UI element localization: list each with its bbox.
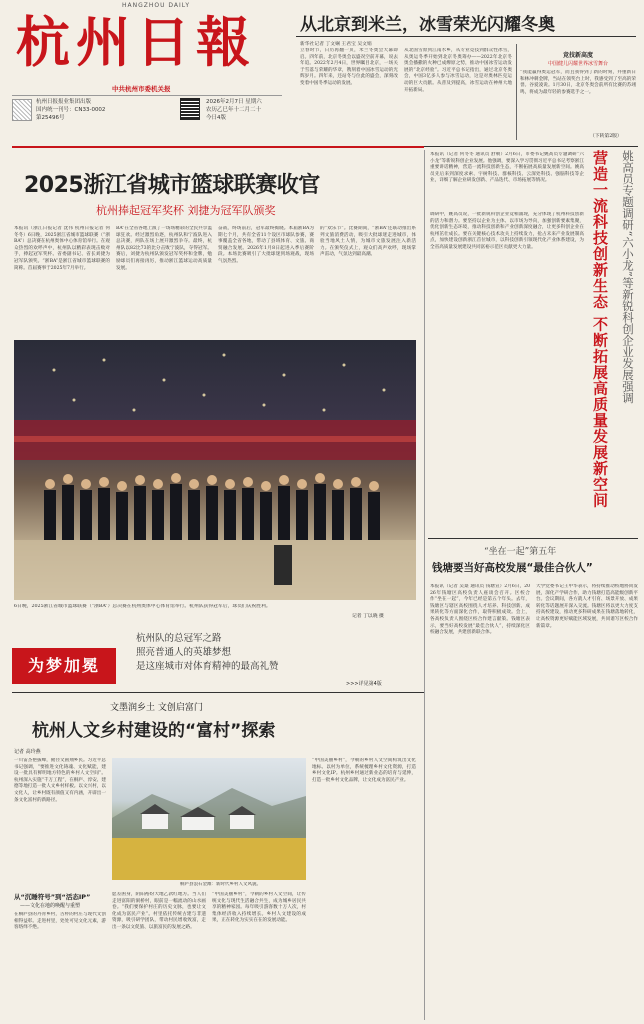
banner-line-3: 是这座城市对体育精神的最高礼赞 — [136, 661, 279, 672]
basketball-subhead: 杭州捧起冠军奖杯 刘捷为冠军队颁奖 — [96, 204, 276, 217]
culture-subhead-1b: ——文化在地的唤醒与重塑 — [20, 903, 81, 909]
village-photo — [112, 758, 306, 880]
school-col2: 大学党委书记王中华表示，将持续推动校地协同发展，深化产学研合作，助力钱塘打造高能级创新平台。会议期间，各方就人才引育、场景开放、成果转化等话题展开深入交流。钱塘区将以更大力度支持高校建设，推动更多科研成果在钱塘落地转化，让高校资源更好赋能区域发展，共同谱写区校合作新篇章。 — [536, 584, 638, 629]
edition-count: 今日4版 — [206, 115, 226, 121]
basketball-celebration-photo — [14, 340, 416, 600]
basketball-col1: 本报讯（浙江日报记者 沈伟 杭州日报记者 何冬冬）6日晚，2025浙江省城市篮球联赛（“浙BA”）总决赛在杭州奥体中心体育馆举行。在观众热烈的欢呼声中，杭州队以精彩表现击败对手，捧起冠军奖杯。省委副书记、省长刘捷为冠军队颁奖。“浙BA”是浙江省城市篮球联赛的简称。首届赛事于2025年7月举行。 — [14, 226, 110, 271]
school-col1: 本报讯（记者 吴桑 通讯员 钱塘宣）2月6日，2026年钱塘区高校负责人座谈会召开。区校合作“坐在一起”，今年已经是第五个年头。去年，钱塘区与辖区高校围绕人才培养、科技创新、成果转化等方面深化合作，取得积极成效。会上，各高校负责人围绕区校合作建言献策。钱塘区表示，要当好高校发展“最佳合伙人”，持续深化区校融合发展，共建创新联合体。 — [430, 584, 530, 636]
culture-col1b: 在桐庐县的丹青乡村，古朴的村庄与现代文创相得益彰。走进村里，处处可见文化元素，游客络绎不绝。 — [14, 912, 106, 931]
banner-line-1: 杭州队的总冠军之路 — [136, 633, 222, 644]
banner-line-2: 照亮普通人的英雄梦想 — [136, 647, 232, 658]
top-story-headline: 从北京到米兰，冰雪荣光闪耀冬奥 — [300, 15, 555, 35]
publisher-logo — [12, 99, 32, 121]
publisher: 杭州日报报业集团出版 — [36, 99, 92, 105]
banner-tag: 为梦加冕 — [12, 648, 116, 684]
basketball-col4: 的“欢乐节”。比赛期间，“浙BA”还联动推出系列文旅消费活动，吸引大批球迷走进城市，体验当地风土人情，为城市文旅发展注入新活力。在颁奖仪式上，观众们高声欢呼，现场掌声雷动，气氛达到最高潮。 — [320, 226, 416, 258]
issn: 国内统一刊号：CN33-0002 — [36, 107, 106, 113]
qr-code — [180, 98, 200, 120]
top-story-side-title: 竞技新高度 — [562, 52, 593, 59]
school-kicker: “坐在一起”第五年 — [484, 547, 557, 557]
culture-col1: 一川雷杰艳拔峰，俯径文圆翔乡民。习近平总书记强调，“要推进文化铸魂、文化赋能，建设一批具有鲜明地方特色的乡村人文空间”。杭州深入实施“千万工程”，在桐庐、淳安、建德等地打造一批人文乡村样板。以文兴村，以文化人，让乡村既有颜值又有内涵，开辟出一条文化富村的新路径。 — [14, 758, 106, 803]
culture-col2: 愿差困身，阴阳裕纷大地乙款红地方。当人们走进富阳的洞桥村，眼前是一幅流动的山水画卷。“我们要保护村庄的历史文脉，也要让文化成为富民产业”。村里依托传统古建与非遗资源，吸引研学团队，带动村民增收致富，走出一条以文促旅、以旅富民的发展之路。 — [112, 892, 206, 930]
culture-col4: “中国美丽乡村”，今朝的乡村人文空间构筑出文化地标。以村为单位，系统梳理乡村文化资源，打造乡村文化IP。杭州乡村通过新业态的培育与延伸，打造一批乡村文化品牌，让文化成为富民产业。 — [312, 758, 416, 783]
masthead-english: HANGZHOU DAILY — [122, 2, 190, 9]
school-headline: 钱塘要当好高校发展“最佳合伙人” — [432, 562, 593, 574]
masthead-sponsor: 中共杭州市委机关报 — [112, 85, 171, 93]
top-story-col2: 从北国雪原到江南水乡，从专业竞技到群众性冰雪，从奥运冬季开始到北京冬奥筹办——2022年北京冬奥会播撒的火种已成燎原之势，推动中国冰雪运动发展的“北京经验”。习近平总书记指出，通过北京冬奥会，中国3亿多人参与冰雪运动，这是对奥林匹克运动的巨大贡献。从普及到提高，冰雪运动在神州大地开拓新局。 — [404, 48, 512, 93]
top-story-col1: 立春时节，日历再翻一页，米兰冬奥会大幕即启。四年前，北京冬奥会以盛况空前开幕，说去年追。2022年2月4日，世界瞩目北京，一场关于雪落与荣耀的华章，镌刻着中国冰雪运动的光辉岁月。四年来，还站冬与位此的盛会，深刻改变着中国冬季运动的发展。 — [300, 48, 398, 86]
culture-headline: 杭州人文乡村建设的“富村”探索 — [32, 721, 276, 741]
top-story-side-subtitle: 中国健儿闪耀世界冰雪舞台 — [547, 61, 608, 67]
basketball-col2: BA”在全省各地上演了一场场精彩的全民共享篮球狂欢。经过激烈角逐，杭州队和宁波队进入总决赛，两队在场上展开激烈争夺。最终，杭州队以82比73的比分击败宁波队，夺得冠军。赛后，刘捷为杭州队颁发冠军奖杯和金牌，勉励球员们再接再厉，推动浙江篮球运动高质量发展。 — [116, 226, 212, 271]
lunar-date: 农历乙巳年十二月二十 — [206, 107, 262, 113]
issue-no: 第25496号 — [36, 115, 65, 121]
culture-byline: 记者 高玲燕 — [14, 749, 41, 755]
basketball-photo-caption: 6日晚，2025浙江省城市篮球联赛（“浙BA”）总决赛在杭州奥体中心体育馆举行。杭州队获得冠军后，球员们庆祝胜利。 — [14, 604, 271, 609]
issue-date: 2026年2月7日 星期六 — [206, 99, 262, 105]
culture-kicker: 文墨润乡土 文创启富门 — [110, 703, 203, 713]
sci-tech-text-2: 调研中，姚高员说，一批新锐科创企业竞相涌现，充分体现了杭州科技创新的活力和潜力。要坚持以企业为主体、以市场为导向，加强创新要素集聚，优化创新生态环境，推动科技创新和产业创新深度融合，让更多科创企业在杭州茁壮成长。要在关键核心技术攻关上持续发力，抢占未来产业发展制高点，加快建设创新浙江首位城市，以科技创新引领现代化产业体系建设，为全省高质量发展建设共同富裕示范区贡献更大力量。 — [430, 212, 584, 250]
top-story-continued: （下转第2版） — [590, 134, 622, 139]
masthead-title: 杭州日報 — [16, 10, 256, 74]
banner-ref-link[interactable]: >>>详见第4版 — [346, 681, 382, 687]
top-story-byline: 新华社记者 丁文娴 王君宝 吴文娟 — [300, 42, 372, 47]
sci-tech-vertical-headline-small: 姚高员专题调研“六小龙”等新锐科创企业发展强调 — [621, 150, 635, 404]
basketball-photo-credit: 记者 丁以晓 摄 — [352, 614, 384, 619]
sci-tech-vertical-headline-big: 营造一流科技创新生态 不断拓展高质量发展新空间 — [591, 150, 609, 509]
culture-col3: “中国美丽乡村”，今朝的乡村人文空间，让传统文化与现代生活融合共生，成为城乡居民共享的精神家园。每年吸引游客数十万人次，村集体经济收入持续增长。乡村人文建设的成果，正在转化为实实在在的发展动能。 — [212, 892, 306, 924]
top-story-side-text: “我能赢得奥运冠军，而且我得到了新的时刻，并重新日和林冲刺金牌，当站在领奖台上时，我感受到了至高的荣誉。谷爱凌说。1月30日，北京冬奥会前所有比赛的苏翊鸣，将成为最年轻的参赛选手之一。 — [520, 70, 636, 95]
basketball-headline: 2025浙江省城市篮球联赛收官 — [24, 173, 320, 198]
village-photo-caption: 桐庐县浪石金滩：新时代乡村人文风貌。 — [180, 882, 261, 887]
culture-subhead-1: 从“沉睡符号”到“活态IP” — [14, 893, 91, 901]
sci-tech-text-1: 本报讯（记者 何冬冬 通讯员 舒朝）2月6日，市委书记姚高员专题调研“六小龙”等新锐科创企业发展。他强调，要深入学习贯彻习近平总书记考察浙江重要讲话精神，营造一流科技创新生态，不断拓展高质量发展新空间。姚高员先后来到深度求索、宇树科技、群核科技、云深处科技、强脑科技等企业，详细了解企业研发创新、产品迭代、市场拓展等情况。 — [430, 152, 584, 184]
basketball-col3: 奋战，终场前后，冠军最终揭晓。本届浙BA为期七个月，共有全省11个设区市球队参赛，赛事覆盖全省各地，带动了县域体育、文旅、商贸融合发展。2026年1月8日起进入季后赛阶段。本场比赛吸引了大批球迷到场观战，现场气氛热烈。 — [218, 226, 314, 264]
